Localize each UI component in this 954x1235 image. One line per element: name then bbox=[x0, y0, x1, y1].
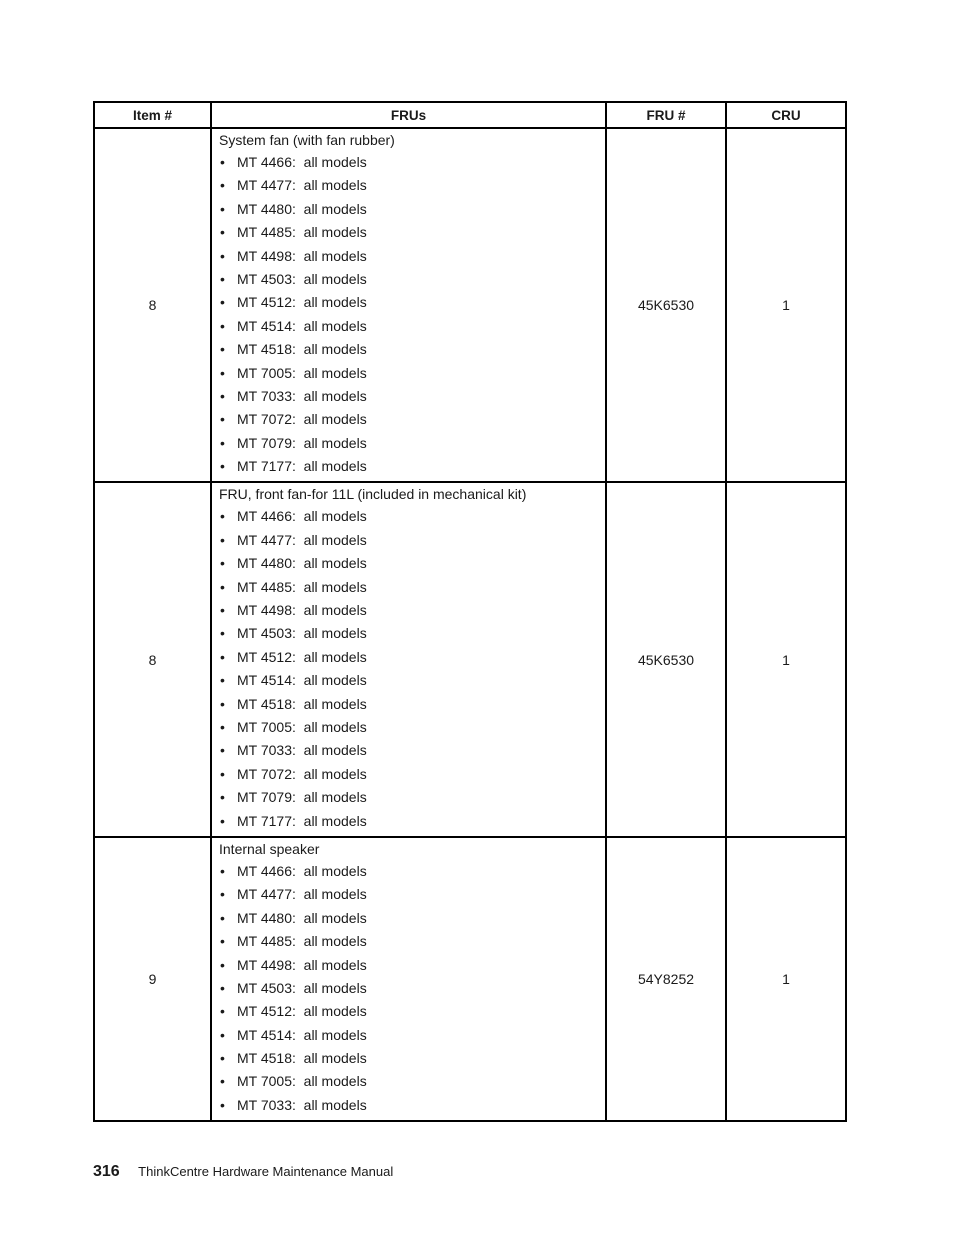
list-item bbox=[219, 338, 599, 361]
list-item bbox=[219, 174, 599, 197]
list-item bbox=[219, 693, 599, 716]
bullet-icon: • bbox=[220, 862, 225, 879]
list-item bbox=[219, 552, 599, 575]
model-text: MT 4514: all models bbox=[237, 672, 367, 689]
model-text: MT 4480: all models bbox=[237, 909, 367, 926]
model-text: MT 4503: all models bbox=[237, 270, 367, 287]
list-item bbox=[219, 810, 599, 833]
model-list bbox=[219, 505, 599, 835]
table-row bbox=[94, 837, 846, 1121]
bullet-icon: • bbox=[220, 247, 225, 264]
model-text: MT 4466: all models bbox=[237, 862, 367, 879]
bullet-icon: • bbox=[220, 765, 225, 782]
fru-description-cell bbox=[211, 837, 606, 1121]
header-item-number: Item # bbox=[94, 102, 211, 128]
table-row bbox=[94, 482, 846, 836]
bullet-icon: • bbox=[220, 341, 225, 358]
list-item bbox=[219, 930, 599, 953]
model-text: MT 4518: all models bbox=[237, 341, 367, 358]
bullet-icon: • bbox=[220, 317, 225, 334]
list-item bbox=[219, 362, 599, 385]
model-list bbox=[219, 860, 599, 1120]
list-item bbox=[219, 151, 599, 174]
model-text: MT 4477: all models bbox=[237, 177, 367, 194]
bullet-icon: • bbox=[220, 200, 225, 217]
list-item bbox=[219, 1024, 599, 1047]
fru-title: System fan (with fan rubber) bbox=[219, 132, 395, 148]
list-item bbox=[219, 408, 599, 431]
bullet-icon: • bbox=[220, 1003, 225, 1020]
cru-cell: 1 bbox=[726, 482, 846, 836]
list-item bbox=[219, 576, 599, 599]
model-text: MT 7033: all models bbox=[237, 387, 367, 404]
bullet-icon: • bbox=[220, 625, 225, 642]
fru-table bbox=[93, 101, 847, 1122]
header-fru-number: FRU # bbox=[606, 102, 726, 128]
fru-number-cell: 54Y8252 bbox=[606, 837, 726, 1121]
list-item bbox=[219, 315, 599, 338]
list-item bbox=[219, 599, 599, 622]
list-item bbox=[219, 268, 599, 291]
bullet-icon: • bbox=[220, 387, 225, 404]
model-text: MT 7005: all models bbox=[237, 1073, 367, 1090]
bullet-icon: • bbox=[220, 672, 225, 689]
model-text: MT 7033: all models bbox=[237, 742, 367, 759]
bullet-icon: • bbox=[220, 956, 225, 973]
model-text: MT 4466: all models bbox=[237, 154, 367, 170]
list-item bbox=[219, 1047, 599, 1070]
page-number: 316 bbox=[93, 1163, 120, 1180]
bullet-icon: • bbox=[220, 1050, 225, 1067]
model-text: MT 7177: all models bbox=[237, 458, 367, 475]
list-item bbox=[219, 860, 599, 883]
fru-description-cell bbox=[211, 482, 606, 836]
list-item bbox=[219, 954, 599, 977]
bullet-icon: • bbox=[220, 154, 225, 170]
model-text: MT 4518: all models bbox=[237, 695, 367, 712]
model-text: MT 4503: all models bbox=[237, 979, 367, 996]
bullet-icon: • bbox=[220, 979, 225, 996]
model-text: MT 4512: all models bbox=[237, 294, 367, 311]
cru-cell: 1 bbox=[726, 837, 846, 1121]
model-text: MT 7072: all models bbox=[237, 765, 367, 782]
list-item bbox=[219, 646, 599, 669]
list-item bbox=[219, 1070, 599, 1093]
list-item bbox=[219, 291, 599, 314]
item-number-cell: 8 bbox=[94, 482, 211, 836]
bullet-icon: • bbox=[220, 886, 225, 903]
list-item bbox=[219, 1094, 599, 1117]
model-text: MT 4512: all models bbox=[237, 648, 367, 665]
model-text: MT 7177: all models bbox=[237, 812, 367, 829]
bullet-icon: • bbox=[220, 789, 225, 806]
list-item bbox=[219, 669, 599, 692]
model-text: MT 4518: all models bbox=[237, 1050, 367, 1067]
bullet-icon: • bbox=[220, 270, 225, 287]
model-text: MT 4485: all models bbox=[237, 933, 367, 950]
model-text: MT 7079: all models bbox=[237, 434, 367, 451]
list-item bbox=[219, 198, 599, 221]
list-item bbox=[219, 1000, 599, 1023]
bullet-icon: • bbox=[220, 1096, 225, 1113]
model-text: MT 4466: all models bbox=[237, 508, 367, 525]
model-text: MT 4485: all models bbox=[237, 578, 367, 595]
list-item bbox=[219, 622, 599, 645]
bullet-icon: • bbox=[220, 555, 225, 572]
bullet-icon: • bbox=[220, 909, 225, 926]
bullet-icon: • bbox=[220, 812, 225, 829]
header-cru: CRU bbox=[726, 102, 846, 128]
bullet-icon: • bbox=[220, 718, 225, 735]
model-text: MT 4480: all models bbox=[237, 200, 367, 217]
header-frus: FRUs bbox=[211, 102, 606, 128]
list-item bbox=[219, 883, 599, 906]
bullet-icon: • bbox=[220, 648, 225, 665]
bullet-icon: • bbox=[220, 177, 225, 194]
model-text: MT 4514: all models bbox=[237, 1026, 367, 1043]
list-item bbox=[219, 907, 599, 930]
list-item bbox=[219, 432, 599, 455]
bullet-icon: • bbox=[220, 602, 225, 619]
model-text: MT 4512: all models bbox=[237, 1003, 367, 1020]
list-item bbox=[219, 786, 599, 809]
model-text: MT 4498: all models bbox=[237, 247, 367, 264]
list-item bbox=[219, 505, 599, 528]
bullet-icon: • bbox=[220, 508, 225, 525]
model-text: MT 4498: all models bbox=[237, 956, 367, 973]
model-text: MT 7079: all models bbox=[237, 789, 367, 806]
bullet-icon: • bbox=[220, 224, 225, 241]
list-item bbox=[219, 716, 599, 739]
list-item bbox=[219, 385, 599, 408]
model-text: MT 4485: all models bbox=[237, 224, 367, 241]
list-item bbox=[219, 529, 599, 552]
bullet-icon: • bbox=[220, 578, 225, 595]
model-text: MT 4477: all models bbox=[237, 886, 367, 903]
list-item bbox=[219, 977, 599, 1000]
list-item bbox=[219, 739, 599, 762]
bullet-icon: • bbox=[220, 434, 225, 451]
fru-number-cell: 45K6530 bbox=[606, 128, 726, 482]
item-number-cell: 9 bbox=[94, 837, 211, 1121]
model-text: MT 7005: all models bbox=[237, 718, 367, 735]
item-number-cell: 8 bbox=[94, 128, 211, 482]
list-item bbox=[219, 763, 599, 786]
fru-description-cell bbox=[211, 128, 606, 482]
fru-number-cell: 45K6530 bbox=[606, 482, 726, 836]
bullet-icon: • bbox=[220, 294, 225, 311]
bullet-icon: • bbox=[220, 411, 225, 428]
fru-title: Internal speaker bbox=[219, 840, 320, 857]
model-list bbox=[219, 151, 599, 481]
bullet-icon: • bbox=[220, 933, 225, 950]
model-text: MT 4477: all models bbox=[237, 531, 367, 548]
cru-cell: 1 bbox=[726, 128, 846, 482]
manual-title: ThinkCentre Hardware Maintenance Manual bbox=[138, 1164, 394, 1179]
bullet-icon: • bbox=[220, 742, 225, 759]
model-text: MT 4480: all models bbox=[237, 555, 367, 572]
page-footer bbox=[93, 1163, 393, 1181]
fru-title: FRU, front fan-for 11L (included in mechanical kit) bbox=[219, 486, 527, 503]
bullet-icon: • bbox=[220, 364, 225, 381]
model-text: MT 7033: all models bbox=[237, 1096, 367, 1113]
model-text: MT 7005: all models bbox=[237, 364, 367, 381]
model-text: MT 4503: all models bbox=[237, 625, 367, 642]
table-body bbox=[94, 128, 846, 1121]
list-item bbox=[219, 455, 599, 478]
bullet-icon: • bbox=[220, 1073, 225, 1090]
bullet-icon: • bbox=[220, 1026, 225, 1043]
bullet-icon: • bbox=[220, 695, 225, 712]
list-item bbox=[219, 221, 599, 244]
model-text: MT 7072: all models bbox=[237, 411, 367, 428]
bullet-icon: • bbox=[220, 458, 225, 475]
list-item bbox=[219, 245, 599, 268]
model-text: MT 4514: all models bbox=[237, 317, 367, 334]
table-row bbox=[94, 128, 846, 482]
table-header-row bbox=[94, 102, 846, 128]
model-text: MT 4498: all models bbox=[237, 602, 367, 619]
bullet-icon: • bbox=[220, 531, 225, 548]
